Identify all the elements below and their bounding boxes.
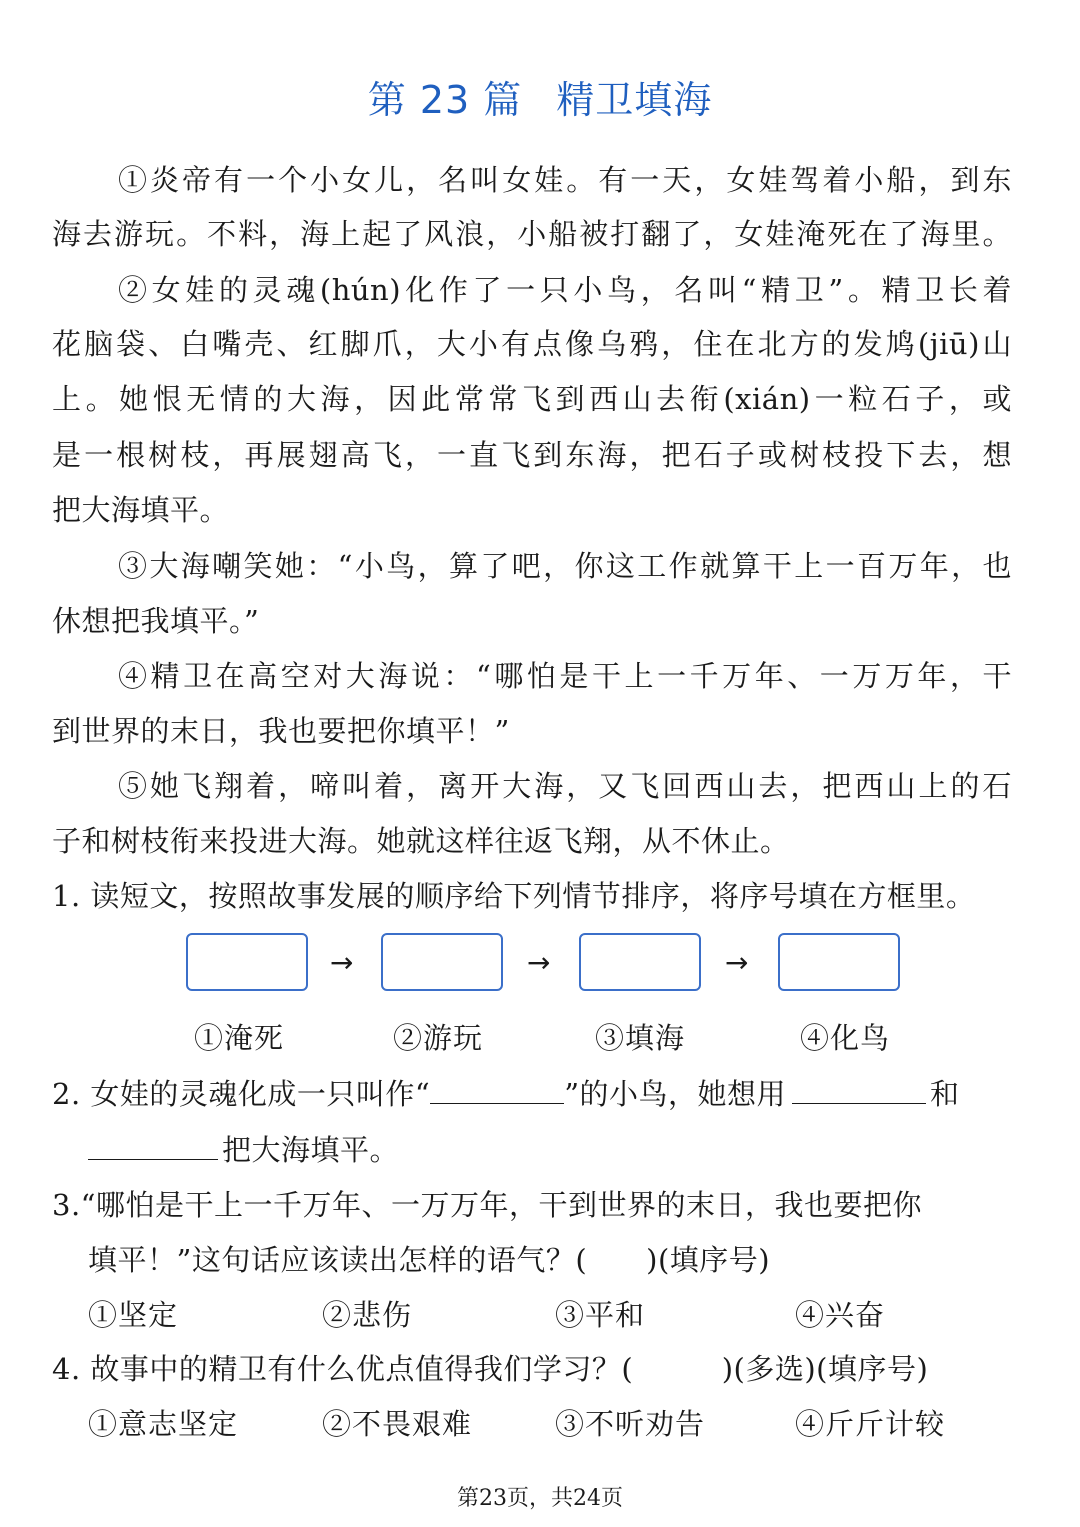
q4-option: ②不畏艰难 — [322, 1407, 473, 1441]
arrow-icon: → — [330, 946, 354, 979]
page-number: 第23页，共24页 — [457, 1486, 623, 1511]
passage-line: 花脑袋、白嘴壳、红脚爪，大小有点像乌鸦，住在北方的发鸠(jiū)山 — [52, 327, 1012, 361]
passage-line: ②女娃的灵魂(hún)化作了一只小鸟，名叫“精卫”。精卫长着 — [118, 273, 1012, 307]
q4-option: ④斤斤计较 — [795, 1407, 946, 1441]
passage-line: ③大海嘲笑她：“小鸟，算了吧，你这工作就算干上一百万年，也 — [118, 549, 1012, 583]
q1-option: ④化鸟 — [800, 1021, 891, 1055]
passage-line: 子和树枝衔来投进大海。她就这样往返飞翔，从不休止。 — [52, 824, 790, 858]
question-2-cont — [88, 1130, 399, 1170]
question-3: 3.“哪怕是干上一千万年、一万万年，干到世界的末日，我也要把你 — [52, 1188, 922, 1222]
question-2 — [52, 1074, 960, 1114]
answer-box-4[interactable] — [778, 933, 900, 991]
passage-line: ④精卫在高空对大海说：“哪怕是干上一千万年、一万万年，干 — [118, 659, 1012, 693]
passage-line: 休想把我填平。” — [52, 604, 260, 638]
question-3-cont: 填平！”这句话应该读出怎样的语气？( )(填序号) — [88, 1243, 771, 1277]
q3-option: ③平和 — [555, 1298, 646, 1332]
q1-option: ①淹死 — [194, 1021, 285, 1055]
passage-line: ①炎帝有一个小女儿，名叫女娃。有一天，女娃驾着小船，到东 — [118, 163, 1012, 197]
q2-text: 2. 女娃的灵魂化成一只叫作“ — [52, 1077, 431, 1111]
passage-line: 上。她恨无情的大海，因此常常飞到西山去衔(xián)一粒石子，或 — [52, 382, 1012, 416]
q2-text: 把大海填平。 — [222, 1133, 400, 1167]
q4-option: ③不听劝告 — [555, 1407, 706, 1441]
q4-option: ①意志坚定 — [88, 1407, 239, 1441]
q3-option: ④兴奋 — [795, 1298, 886, 1332]
arrow-icon: → — [725, 946, 749, 979]
question-1: 1. 读短文，按照故事发展的顺序给下列情节排序，将序号填在方框里。 — [52, 879, 976, 913]
q3-option: ①坚定 — [88, 1298, 179, 1332]
blank-bird-name[interactable] — [430, 1075, 564, 1104]
chapter-number: 第 23 篇 — [367, 78, 523, 122]
q2-text: ”的小鸟，她想用 — [564, 1077, 787, 1111]
answer-box-1[interactable] — [186, 933, 308, 991]
question-4: 4. 故事中的精卫有什么优点值得我们学习？( )(多选)(填序号) — [52, 1352, 929, 1386]
q1-option: ②游玩 — [393, 1021, 484, 1055]
q3-option: ②悲伤 — [322, 1298, 413, 1332]
blank-item-1[interactable] — [792, 1075, 926, 1104]
story-title: 精卫填海 — [556, 78, 713, 122]
passage-line: 把大海填平。 — [52, 493, 230, 527]
blank-item-2[interactable] — [88, 1131, 218, 1160]
passage-line: 是一根树枝，再展翅高飞，一直飞到东海，把石子或树枝投下去，想 — [52, 438, 1012, 472]
answer-box-3[interactable] — [579, 933, 701, 991]
answer-box-2[interactable] — [381, 933, 503, 991]
page-title — [0, 74, 1080, 126]
arrow-icon: → — [527, 946, 551, 979]
passage-line: 到世界的末日，我也要把你填平！” — [52, 714, 510, 748]
q2-text: 和 — [930, 1077, 960, 1111]
passage-line: 海去游玩。不料，海上起了风浪，小船被打翻了，女娃淹死在了海里。 — [52, 217, 1012, 251]
q1-option: ③填海 — [595, 1021, 686, 1055]
passage-line: ⑤她飞翔着，啼叫着，离开大海，又飞回西山去，把西山上的石 — [118, 769, 1012, 803]
